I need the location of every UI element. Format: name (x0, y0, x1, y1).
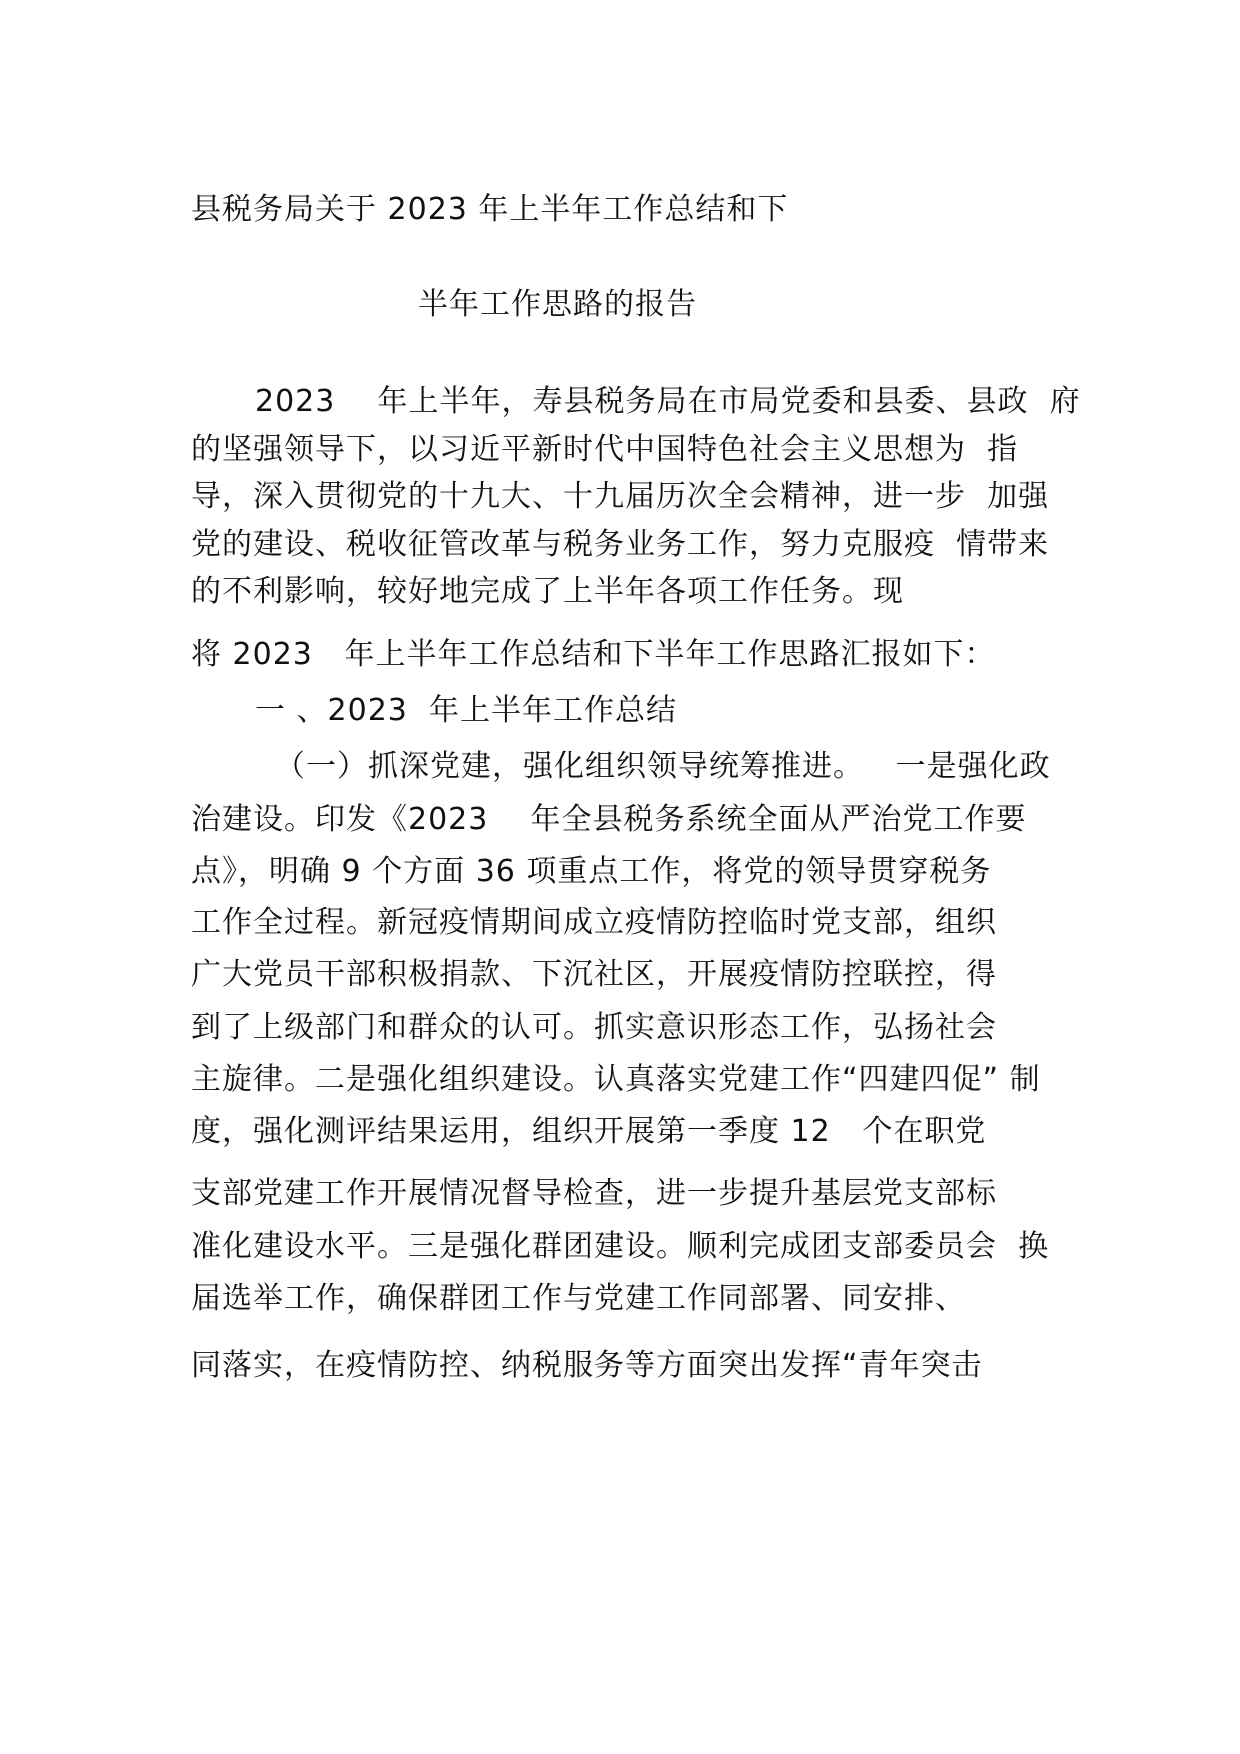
paragraph-line: 准化建设水平。三是强化群团建设。顺利完成团支部委员会 换 (191, 1229, 1050, 1264)
subsection-heading: （一）抓深党建，强化组织领导统筹推进。 一是强化政 (275, 749, 1051, 784)
paragraph-line: 将 2023 年上半年工作总结和下半年工作思路汇报如下： (191, 637, 996, 672)
paragraph-line: 的坚强领导下，以习近平新时代中国特色社会主义思想为 指 (191, 432, 1019, 467)
paragraph-line: 度，强化测评结果运用，组织开展第一季度 12 个在职党 (191, 1114, 987, 1149)
paragraph-line: 导，深入贯彻党的十九大、十九届历次全会精神，进一步 加强 (191, 479, 1050, 514)
paragraph-line: 广大党员干部积极捐款、下沉社区，开展疫情防控联控，得 (191, 957, 997, 992)
paragraph-line: 支部党建工作开展情况督导检查，进一步提升基层党支部标 (191, 1176, 997, 1211)
paragraph-line: 的不利影响，较好地完成了上半年各项工作任务。现 (191, 574, 904, 609)
paragraph-line: 党的建设、税收征管改革与税务业务工作，努力克服疫 情带来 (191, 527, 1050, 562)
paragraph-line: 治建设。印发《2023 年全县税务系统全面从严治党工作要 (191, 802, 1027, 837)
paragraph-line: 点》，明确 9 个方面 36 项重点工作，将党的领导贯穿税务 (191, 854, 992, 889)
document-title-line-1: 县税务局关于 2023 年上半年工作总结和下 (191, 192, 789, 227)
paragraph-line: 届选举工作，确保群团工作与党建工作同部署、同安排、 (191, 1281, 966, 1316)
section-heading: 一 、2023 年上半年工作总结 (255, 693, 677, 728)
document-title-line-2: 半年工作思路的报告 (418, 287, 697, 322)
paragraph-line: 到了上级部门和群众的认可。抓实意识形态工作，弘扬社会 (191, 1010, 997, 1045)
paragraph-line: 工作全过程。新冠疫情期间成立疫情防控临时党支部，组织 (191, 905, 997, 940)
paragraph-line: 同落实，在疫情防控、纳税服务等方面突出发挥“青年突击 (191, 1348, 983, 1383)
paragraph-line: 主旋律。二是强化组织建设。认真落实党建工作“四建四促” 制 (191, 1062, 1041, 1097)
paragraph-line: 2023 年上半年，寿县税务局在市局党委和县委、县政 府 (255, 384, 1081, 419)
